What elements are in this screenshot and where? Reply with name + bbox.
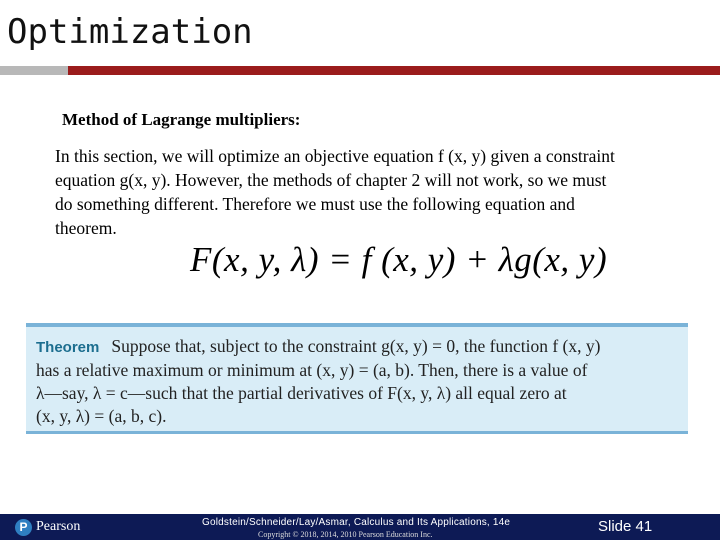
theorem-line: λ—say, λ = c—such that the partial derivatives of F(x, y, λ) all equal zero at — [36, 383, 567, 403]
section-heading: Method of Lagrange multipliers: — [62, 110, 301, 129]
slide-number: Slide 41 — [598, 518, 653, 535]
intro-paragraph — [55, 144, 700, 240]
theorem-line — [36, 335, 686, 359]
paragraph-line: do something different. Therefore we must use the following equation and — [55, 194, 575, 214]
paragraph-line: In this section, we will optimize an objective equation f (x, y) given a constraint — [55, 146, 615, 166]
theorem-line: (x, y, λ) = (a, b, c). — [36, 406, 167, 426]
theorem-line-text: Suppose that, subject to the constraint g(x, y) = 0, the function f (x, y) — [111, 336, 601, 356]
theorem-line: has a relative maximum or minimum at (x, y) = (a, b). Then, there is a value of — [36, 360, 588, 380]
pearson-logo — [15, 518, 80, 536]
paragraph-line: equation g(x, y). However, the methods of chapter 2 will not work, so we must — [55, 170, 607, 190]
title-divider-bar — [0, 66, 720, 75]
theorem-text — [36, 335, 686, 428]
footer-bar — [0, 514, 720, 540]
pearson-logo-icon: P — [15, 519, 32, 536]
copyright-notice: Copyright © 2018, 2014, 2010 Pearson Education Inc. — [258, 530, 433, 539]
slide-title: Optimization — [7, 12, 253, 52]
theorem-label: Theorem — [36, 339, 100, 356]
paragraph-line: theorem. — [55, 218, 117, 238]
pearson-logo-text: Pearson — [36, 519, 81, 534]
book-citation: Goldstein/Schneider/Lay/Asmar, Calculus and Its Applications, 14e — [202, 517, 511, 528]
theorem-box — [26, 323, 688, 434]
lagrangian-formula: F(x, y, λ) = f (x, y) + λg(x, y) — [190, 240, 608, 279]
title-divider-accent — [68, 66, 720, 75]
